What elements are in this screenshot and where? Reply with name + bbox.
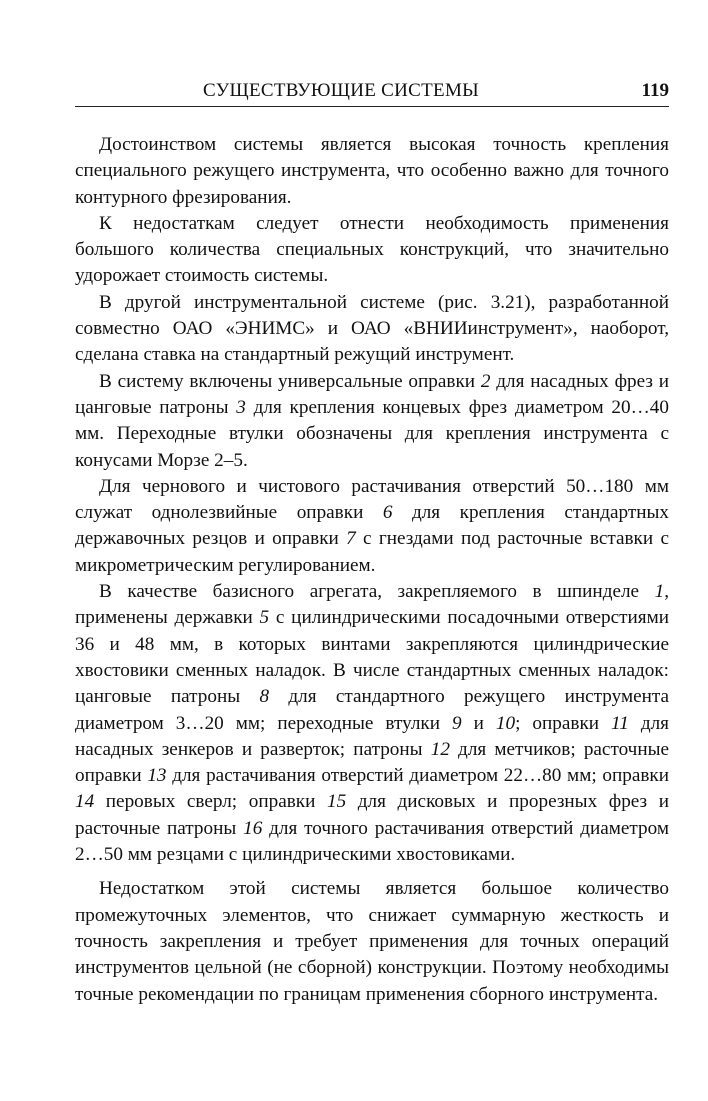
figure-reference-number: 8 [259, 686, 270, 708]
paragraph-included-mandrels: В систему включены универсальные оправки 2 для насадных фрез и цанговые патроны 3 для крепления концевых фрез диаметром 20…40 мм. Переходные втулки обозначены для крепления инструмента с конусами Морзе 2–5. [75, 370, 669, 471]
paragraph-disadvantage: К недостаткам следует отнести необходимость применения большого количества специальных конструкций, что значительно удорожает стоимость системы. [75, 212, 669, 287]
page-number: 119 [641, 80, 669, 101]
figure-reference-number: 7 [346, 528, 356, 550]
paragraph-base-unit: В качестве базисного агрегата, закрепляемого в шпинделе 1, применены державки 5 с цилиндрическими посадочными отверстиями 36 и 48 мм, в которых винтами закрепляются цилиндрические хвостовики сменных наладок. В числе стандартных сменных наладок: цанговые патроны 8 для стандартного режущего инструмента диаметром 3…20 мм; переходные втулки 9 и 10; оправки 11 для насадных зенкеров и разверток; патроны 12 для метчиков; расточные оправки 13 для растачивания отверстий диаметром 22…80 мм; оправки 14 перовых сверл; оправки 15 для дисковых и прорезных фрез и расточные патроны 16 для точного растачивания отверстий диаметром 2…50 мм резцами с цилиндрическими хвостовиками. [75, 581, 670, 866]
figure-reference-number: 16 [243, 817, 263, 839]
body-text [75, 132, 669, 1008]
figure-reference-number: 15 [326, 791, 347, 813]
figure-reference-number: 2 [480, 370, 491, 392]
figure-reference-number: 13 [147, 765, 167, 787]
figure-reference-number: 14 [75, 791, 95, 813]
figure-reference-number: 5 [259, 607, 270, 629]
paragraph-boring: Для чернового и чистового растачивания отверстий 50…180 мм служат однолезвийные оправки 6 для крепления стандартных державочных резцов и оправки 7 с гнездами под расточные вставки с микрометрическим регулированием. [75, 475, 669, 576]
figure-reference-number: 3 [236, 396, 246, 418]
running-title: СУЩЕСТВУЮЩИЕ СИСТЕМЫ [203, 80, 480, 101]
figure-reference-number: 11 [611, 712, 629, 734]
figure-reference-number: 9 [452, 712, 462, 734]
running-header [75, 78, 669, 107]
paragraph-conclusion: Недостатком этой системы является большое количество промежуточных элементов, что снижает суммарную жесткость и точность закрепления и требует применения для точных операций инструментов цельной (не сборной) конструкции. Поэтому необходимы точные рекомендации по границам применения сборного инструмента. [75, 878, 669, 1005]
paragraph-advantage: Достоинством системы является высокая точность крепления специального режущего инструмента, что особенно важно для точного контурного фрезирования. [75, 134, 669, 208]
figure-reference-number: 12 [430, 738, 450, 760]
figure-reference-number: 6 [382, 502, 393, 524]
figure-reference-number: 1 [654, 581, 665, 603]
paragraph-other-system: В другой инструментальной системе (рис. 3.21), разработанной совместно ОАО «ЭНИМС» и ОАО «ВНИИинструмент», наоборот, сделана ставка на стандартный режущий инструмент. [75, 291, 669, 366]
figure-reference-number: 10 [495, 712, 516, 734]
